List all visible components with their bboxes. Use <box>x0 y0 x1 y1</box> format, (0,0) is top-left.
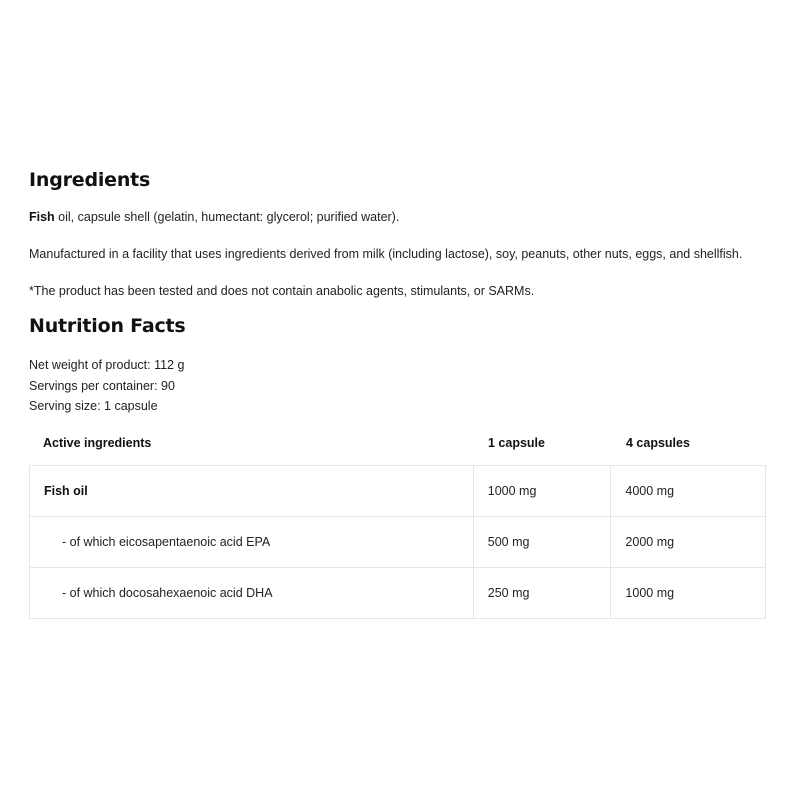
row-1-capsule-value: 250 mg <box>473 568 611 618</box>
nutrition-facts-heading: Nutrition Facts <box>29 315 186 337</box>
testing-notice: *The product has been tested and does not contain anabolic agents, stimulants, or SARMs. <box>29 284 535 298</box>
header-1-capsule: 1 capsule <box>488 436 545 450</box>
ingredients-bold-word: Fish <box>29 210 55 224</box>
allergen-notice: Manufactured in a facility that uses ingredients derived from milk (including lactose), soy, peanuts, other nuts, eggs, and shellfish. <box>29 247 743 261</box>
ingredients-heading: Ingredients <box>29 169 151 191</box>
header-4-capsules: 4 capsules <box>626 436 690 450</box>
row-name: - of which eicosapentaenoic acid EPA <box>62 535 271 549</box>
servings-per-container: Servings per container: 90 <box>29 378 175 393</box>
row-4-capsules-value: 2000 mg <box>610 517 765 567</box>
table-row <box>30 466 765 516</box>
table-row <box>30 567 765 618</box>
row-name: - of which docosahexaenoic acid DHA <box>62 586 273 600</box>
row-1-capsule-value: 500 mg <box>473 517 611 567</box>
header-active-ingredients: Active ingredients <box>43 436 152 450</box>
table-row <box>30 516 765 567</box>
serving-size: Serving size: 1 capsule <box>29 399 158 413</box>
table-body <box>29 465 766 619</box>
row-1-capsule-value: 1000 mg <box>473 466 611 516</box>
row-4-capsules-value: 1000 mg <box>610 568 765 618</box>
net-weight: Net weight of product: 112 g <box>29 358 185 372</box>
ingredients-text <box>29 209 399 225</box>
row-4-capsules-value: 4000 mg <box>610 466 765 516</box>
table-header <box>29 421 766 465</box>
ingredients-rest: oil, capsule shell (gelatin, humectant: glycerol; purified water). <box>54 210 400 224</box>
row-name: Fish oil <box>44 484 88 498</box>
nutrition-table <box>29 421 766 619</box>
product-meta <box>29 355 184 417</box>
